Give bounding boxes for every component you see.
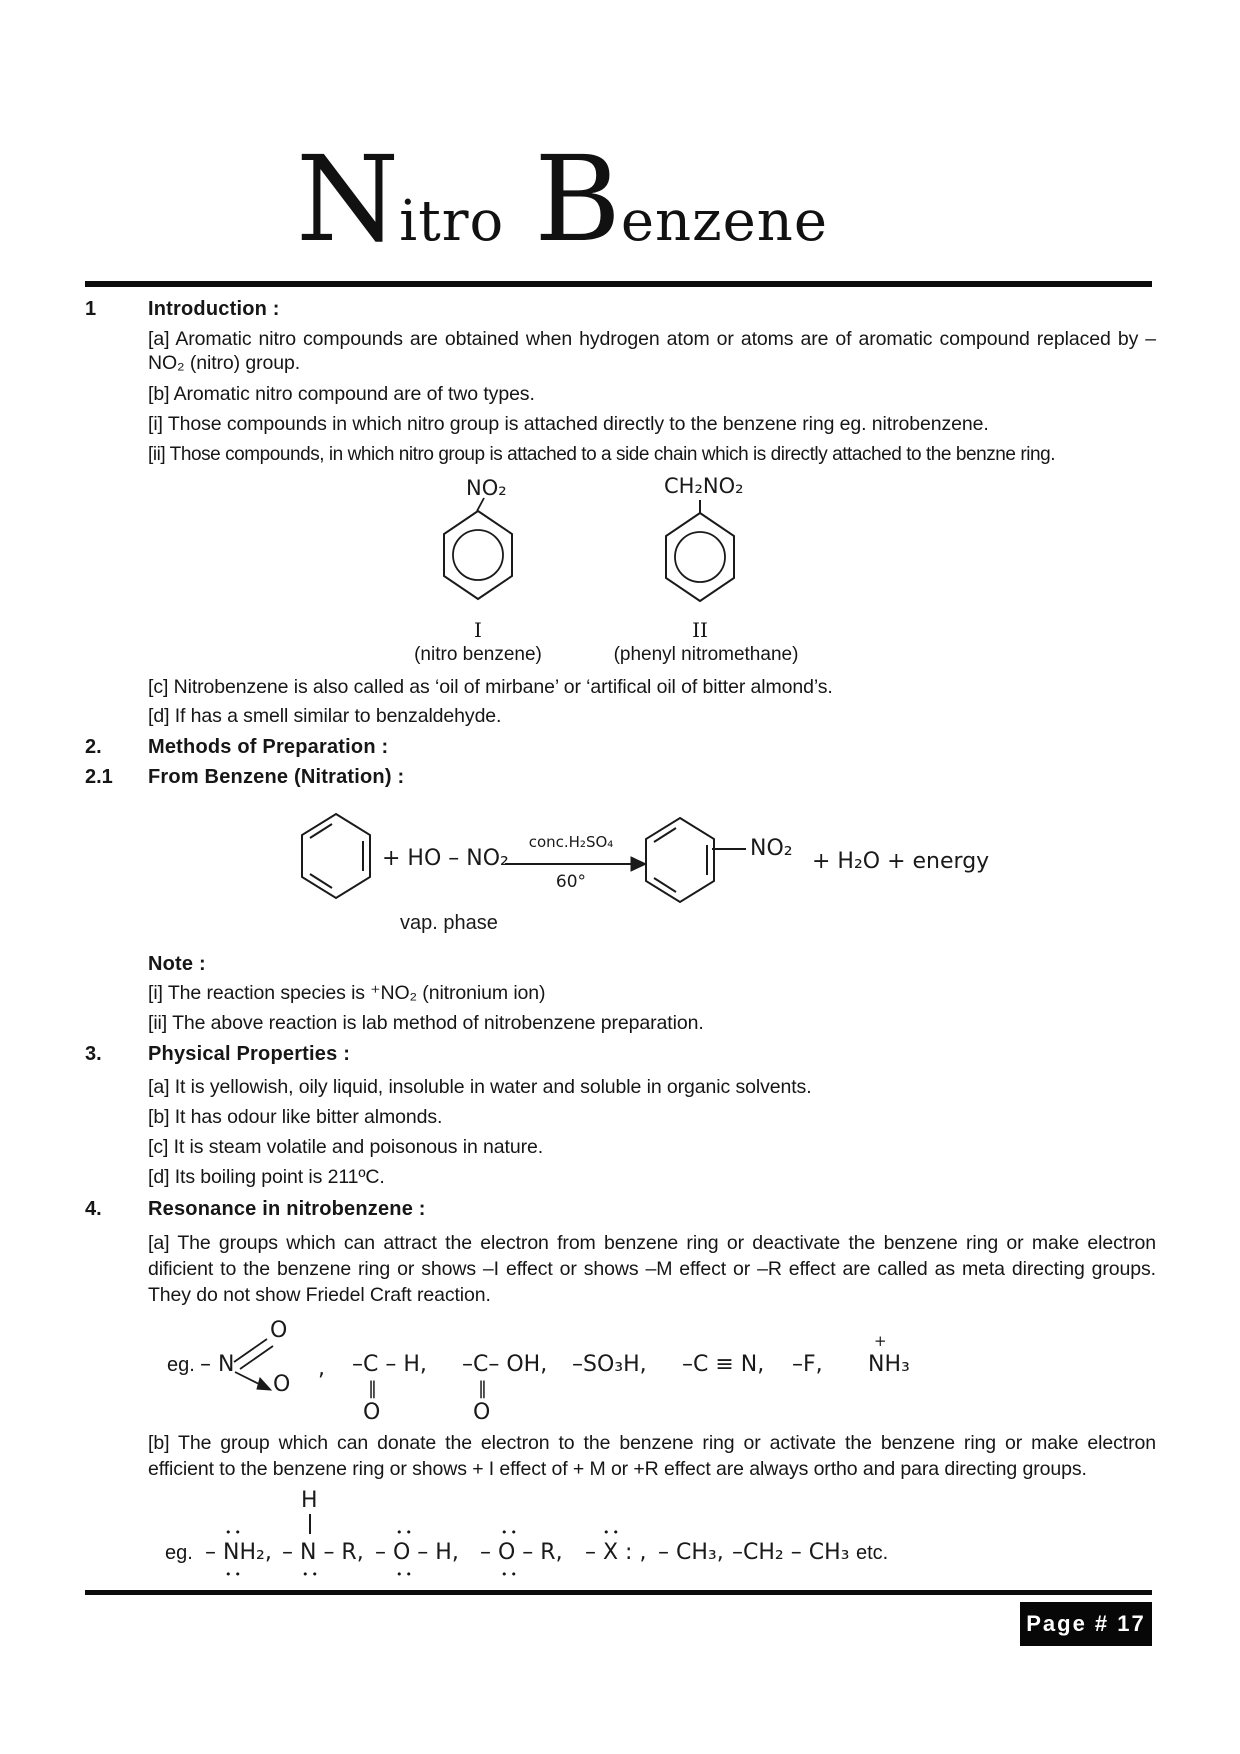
eg2-nr-lone-pair-bottom: •• <box>302 1568 321 1581</box>
item-4b: [b] The group which can donate the electron to the benzene ring or activate the benzene ring or make electron efficient to the benzene ring or shows + I effect of + M or +R effect are always ortho and para directing groups. <box>148 1432 1156 1480</box>
eg2-x-lone-pair-top: •• <box>603 1526 622 1539</box>
benzene-reactant-ring <box>299 812 373 900</box>
ring-ii-caption: (phenyl nitromethane) <box>613 644 799 665</box>
title-rest-itro: itro <box>399 189 505 254</box>
eg1-nitro-n: – N <box>200 1352 235 1377</box>
eg1-nitro-bonds <box>233 1330 281 1394</box>
eg1-cho: –C – H, <box>352 1352 427 1377</box>
eg1-nh3: NH₃ <box>868 1352 910 1377</box>
eg2-label: eg. <box>165 1542 193 1564</box>
section-2-1-number: 2.1 <box>85 766 113 788</box>
item-1d: [d] If has a smell similar to benzaldehyde. <box>148 705 502 727</box>
item-3b: [b] It has odour like bitter almonds. <box>148 1106 443 1128</box>
eg1-comma: , <box>318 1356 325 1381</box>
eg1-cooh-double-bond: ‖ <box>478 1378 487 1399</box>
section-2-1-heading: From Benzene (Nitration) : <box>148 766 405 788</box>
eg1-cooh: –C– OH, <box>462 1352 548 1377</box>
eg1-nitro-o-bottom: O <box>273 1372 291 1397</box>
section-1-heading: Introduction : <box>148 298 280 320</box>
benzene-product-ring <box>643 816 717 904</box>
nitrobenzene-no2-label: NO₂ <box>466 476 507 500</box>
product-no2-label: NO₂ <box>750 836 793 861</box>
top-rule <box>85 281 1152 287</box>
eg2-nr: – N – R, <box>282 1540 364 1565</box>
eg2-or: – O – R, <box>480 1540 563 1565</box>
eg1-nitro-o-top: O <box>270 1318 288 1343</box>
eg1-cooh-o: O <box>473 1400 491 1425</box>
product-no2-bond <box>712 848 746 850</box>
note-heading: Note : <box>148 953 206 975</box>
eg2-oh-lone-pair-top: •• <box>396 1526 415 1539</box>
eg1-label: eg. <box>167 1354 195 1376</box>
section-1-number: 1 <box>85 298 97 320</box>
note-ii: [ii] The above reaction is lab method of nitrobenzene preparation. <box>148 1012 704 1034</box>
eg2-or-lone-pair-bottom: •• <box>501 1568 520 1581</box>
benzene-ring-i <box>442 509 514 601</box>
eg2-x: – X : , <box>585 1540 647 1565</box>
eg1-f: –F, <box>792 1352 823 1377</box>
eg2-h-label: H <box>301 1488 318 1513</box>
item-3c: [c] It is steam volatile and poisonous in nature. <box>148 1136 544 1158</box>
note-i: [i] The reaction species is ⁺NO₂ (nitronium ion) <box>148 982 546 1004</box>
section-2-number: 2. <box>85 736 102 758</box>
title-initial-b: B <box>534 130 621 268</box>
item-1a: [a] Aromatic nitro compounds are obtained when hydrogen atom or atoms are of aromatic compound replaced by –NO₂ (nitro) group. <box>148 328 1156 374</box>
eg1-cn: –C ≡ N, <box>682 1352 765 1377</box>
phenylnitromethane-ch2no2-label: CH₂NO₂ <box>664 474 744 498</box>
section-3-number: 3. <box>85 1043 102 1065</box>
eg1-nh3-plus: + <box>874 1332 887 1350</box>
reaction-condition-bottom: 60° <box>555 872 587 892</box>
ring-i-caption: (nitro benzene) <box>414 644 542 665</box>
reaction-condition-top: conc.H₂SO₄ <box>528 833 614 851</box>
ring-ii-numeral: II <box>692 618 708 642</box>
eg2-ch3: – CH₃, <box>658 1540 724 1565</box>
page-title <box>296 130 828 268</box>
page-number-badge: Page # 17 <box>1020 1602 1152 1646</box>
eg2-nh2-lone-pair-bottom: •• <box>225 1568 244 1581</box>
eg2-nh2-lone-pair-top: •• <box>225 1526 244 1539</box>
item-1i: [i] Those compounds in which nitro group is attached directly to the benzene ring eg. nitrobenzene. <box>148 413 989 435</box>
section-3-heading: Physical Properties : <box>148 1043 351 1065</box>
bottom-rule <box>85 1590 1152 1595</box>
eg2-or-lone-pair-top: •• <box>501 1526 520 1539</box>
section-4-heading: Resonance in nitrobenzene : <box>148 1198 426 1220</box>
eg1-so3h: –SO₃H, <box>572 1352 647 1377</box>
ring-i-numeral: I <box>474 618 482 642</box>
eg1-cho-double-bond: ‖ <box>368 1378 377 1399</box>
item-3a: [a] It is yellowish, oily liquid, insoluble in water and soluble in organic solvents. <box>148 1076 812 1098</box>
item-1ii: [ii] Those compounds, in which nitro group is attached to a side chain which is directly attached to the benzne ring. <box>148 444 1056 465</box>
reaction-tail: + H₂O + energy <box>812 849 990 874</box>
eg2-oh-lone-pair-bottom: •• <box>396 1568 415 1581</box>
eg2-nh2: – NH₂, <box>205 1540 272 1565</box>
title-rest-enzene: enzene <box>620 189 828 254</box>
benzene-ring-ii <box>664 511 736 603</box>
eg2-etc: etc. <box>856 1542 889 1564</box>
item-1b: [b] Aromatic nitro compound are of two types. <box>148 383 535 405</box>
title-initial-n: N <box>296 130 400 268</box>
section-4-number: 4. <box>85 1198 102 1220</box>
eg2-nh-bond <box>309 1514 311 1534</box>
eg2-c2h5: –CH₂ – CH₃ <box>732 1540 850 1565</box>
reactant-formula: + HO – NO₂ <box>382 846 509 871</box>
section-2-heading: Methods of Preparation : <box>148 736 389 758</box>
item-1c: [c] Nitrobenzene is also called as ‘oil of mirbane’ or ‘artifical oil of bitter almond’s. <box>148 676 833 698</box>
eg2-oh: – O – H, <box>375 1540 459 1565</box>
eg1-cho-o: O <box>363 1400 381 1425</box>
item-3d: [d] Its boiling point is 211ºC. <box>148 1166 385 1188</box>
item-4a: [a] The groups which can attract the electron from benzene ring or deactivate the benzene ring or make electron dificient to the benzene ring or shows –I effect or shows –M effect or –R effect are called as meta directing groups. They do not show Friedel Craft reaction. <box>148 1232 1156 1306</box>
vapour-phase-label: vap. phase <box>400 912 498 934</box>
